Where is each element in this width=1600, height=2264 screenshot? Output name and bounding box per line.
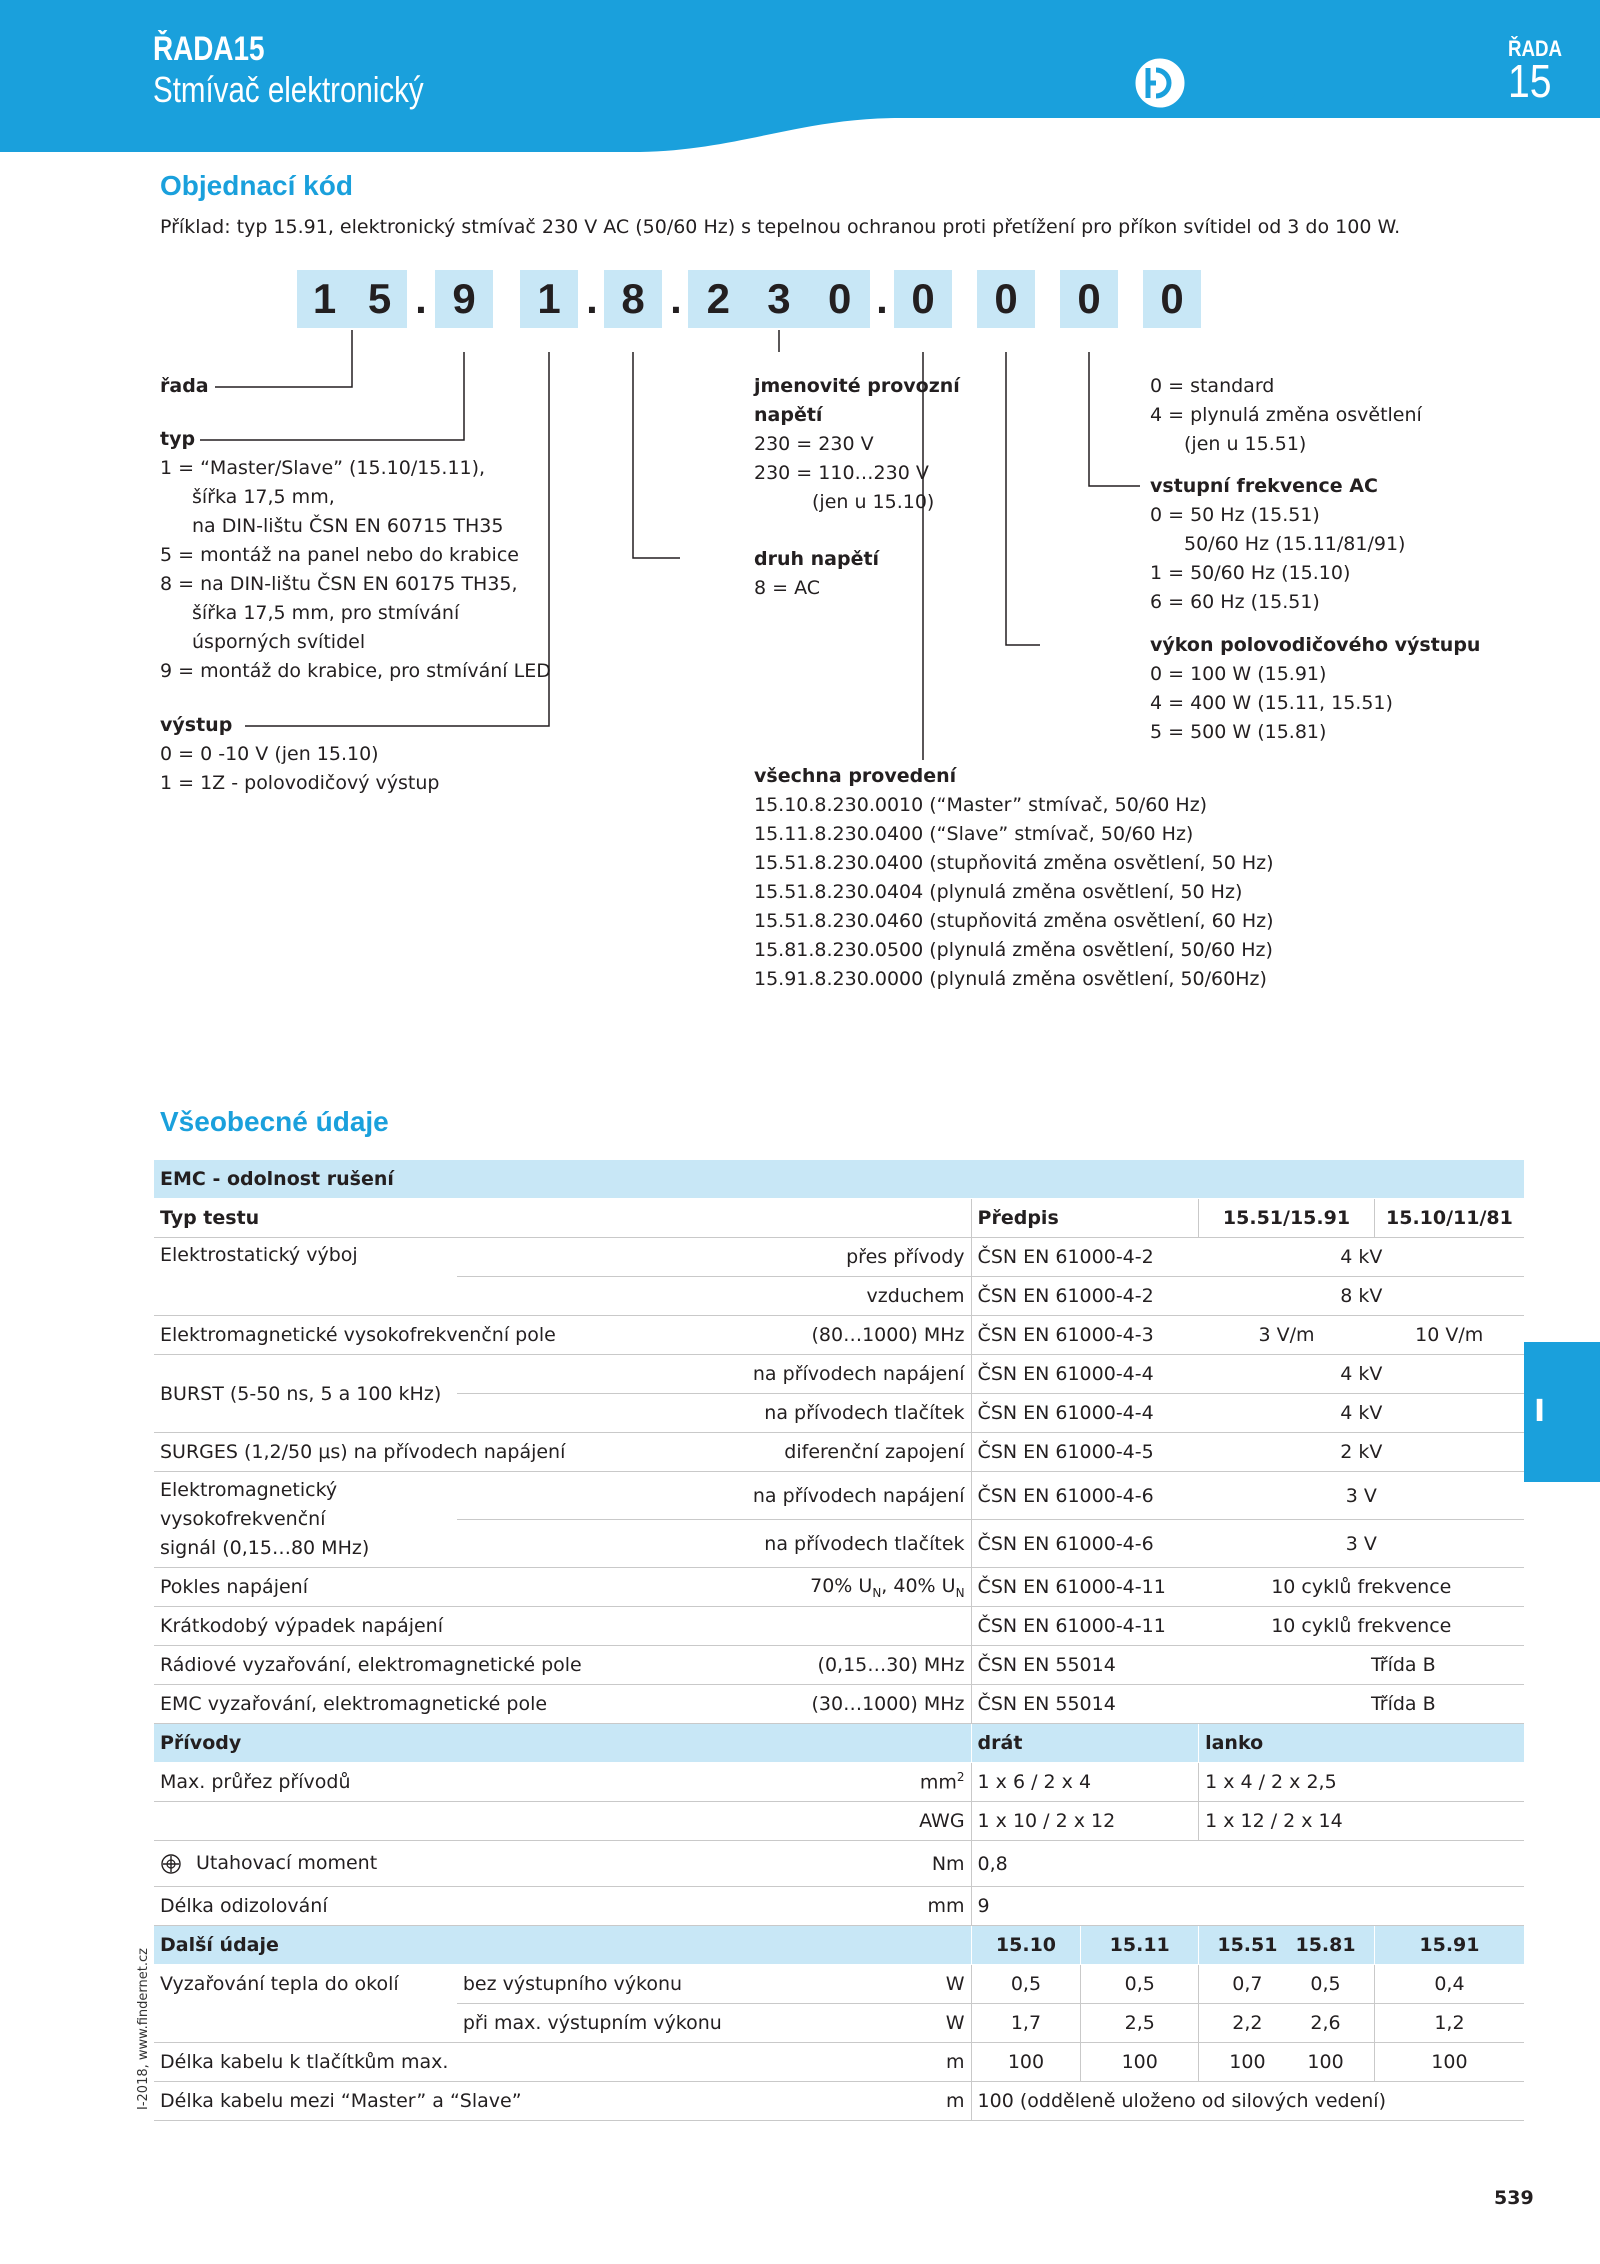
table-row	[154, 1646, 1524, 1685]
label-freq: vstupní frekvence AC	[1150, 475, 1378, 497]
test-standard: ČSN EN 55014	[971, 1646, 1199, 1685]
label-typ: typ	[160, 428, 196, 450]
typ-line: šířka 17,5 mm,	[192, 486, 335, 508]
test-standard: ČSN EN 61000-4-4	[971, 1394, 1199, 1433]
code-separator: .	[670, 275, 682, 322]
test-condition	[728, 1607, 971, 1646]
table-row	[154, 1238, 1524, 1277]
code-digit: 1	[312, 275, 337, 322]
std-line: (jen u 15.51)	[1184, 433, 1307, 455]
test-condition: (80…1000) MHz	[728, 1316, 971, 1355]
code-digit: 9	[452, 275, 476, 322]
dalsi-value: 0,5	[1081, 1965, 1199, 2004]
dalsi-condition: při max. výstupním výkonu	[457, 2004, 728, 2043]
label-vykon: výkon polovodičového výstupu	[1150, 634, 1481, 656]
ordering-code-title: Objednací kód	[160, 170, 353, 201]
privody-name: Max. průřez přívodů	[154, 1763, 728, 1802]
label-vsechna: všechna provedení	[754, 765, 957, 787]
privody-name: Délka odizolování	[154, 1887, 728, 1926]
test-value: Třída B	[1199, 1646, 1524, 1685]
test-standard: ČSN EN 61000-4-6	[971, 1520, 1199, 1568]
test-name-line: Elektromagnetický	[160, 1479, 338, 1501]
typ-line: 8 = na DIN-lištu ČSN EN 60175 TH35,	[160, 573, 518, 595]
typ-line: 5 = montáž na panel nebo do krabice	[160, 544, 519, 566]
dalsi-value: 0,7 0,5	[1199, 1965, 1375, 2004]
test-condition: (0,15…30) MHz	[728, 1646, 971, 1685]
brand-wordmark: finder	[1192, 61, 1315, 110]
col-a: 15.51/15.91	[1199, 1199, 1375, 1238]
emc-section-header	[154, 1160, 1524, 1199]
table-row	[154, 1472, 1524, 1520]
code-digit: 0	[827, 275, 852, 322]
jmen-line: (jen u 15.10)	[812, 491, 935, 513]
code-digit: 5	[367, 275, 392, 322]
test-standard: ČSN EN 55014	[971, 1685, 1199, 1724]
code-digit: 2	[706, 275, 730, 322]
dalsi-value: 1,7	[971, 2004, 1081, 2043]
test-condition: (30…1000) MHz	[728, 1685, 971, 1724]
test-value: 8 kV	[1199, 1277, 1524, 1316]
variant-line: 15.91.8.230.0000 (plynulá změna osvětlení, 50/60Hz)	[754, 968, 1267, 990]
code-box-series	[297, 270, 407, 328]
test-value-a: 3 V/m	[1199, 1316, 1375, 1355]
series-title: ŘADA15	[153, 30, 265, 68]
test-condition: 70% $U_N$, 40% $U_N$	[728, 1568, 971, 1607]
typ-line: na DIN-lištu ČSN EN 60715 TH35	[192, 515, 504, 537]
privody-unit: Nm	[728, 1841, 971, 1887]
variant-line: 15.10.8.230.0010 (“Master” stmívač, 50/60 Hz)	[754, 794, 1208, 816]
std-line: 0 = standard	[1150, 375, 1275, 397]
dalsi-value: 2,5	[1081, 2004, 1199, 2043]
dalsi-value: 2,2 2,6	[1199, 2004, 1375, 2043]
test-condition: vzduchem	[457, 1277, 971, 1316]
dalsi-unit: m	[728, 2043, 971, 2082]
test-standard: ČSN EN 61000-4-11	[971, 1607, 1199, 1646]
variant-line: 15.51.8.230.0400 (stupňovitá změna osvětlení, 50 Hz)	[754, 852, 1274, 874]
variant-line: 15.51.8.230.0460 (stupňovitá změna osvětlení, 60 Hz)	[754, 910, 1274, 932]
test-name: EMC vyzařování, elektromagnetické pole	[154, 1685, 728, 1724]
dalsi-name: Vyzařování tepla do okolí	[154, 1965, 457, 2043]
code-box-type	[435, 270, 493, 328]
code-box-freq-a	[977, 270, 1035, 328]
typ-line: úsporných svítidel	[192, 631, 366, 653]
test-name: BURST (5-50 ns, 5 a 100 kHz)	[154, 1355, 457, 1433]
code-separator: .	[586, 275, 598, 322]
test-value: 2 kV	[1199, 1433, 1524, 1472]
label-rada: řada	[160, 375, 209, 397]
variant-line: 15.81.8.230.0500 (plynulá změna osvětlení, 50/60 Hz)	[754, 939, 1273, 961]
variant-line: 15.11.8.230.0400 (“Slave” stmívač, 50/60 Hz)	[754, 823, 1194, 845]
test-value: 4 kV	[1199, 1355, 1524, 1394]
std-line: 4 = plynulá změna osvětlení	[1150, 404, 1422, 426]
privody-unit: AWG	[728, 1802, 971, 1841]
dalsi-value: 100	[1374, 2043, 1524, 2082]
test-name: Krátkodobý výpadek napájení	[154, 1607, 728, 1646]
code-separator: .	[876, 275, 888, 322]
privody-value-a: 0,8	[971, 1841, 1524, 1887]
series-tab-label: ŘADA	[1508, 36, 1563, 61]
freq-line: 50/60 Hz (15.11/81/91)	[1184, 533, 1406, 555]
dalsi-value: 100 (odděleně uloženo od silových vedení)	[971, 2082, 1524, 2121]
code-digit: 1	[537, 275, 561, 322]
test-name	[154, 1472, 457, 1568]
privody-unit: mm	[728, 1887, 971, 1926]
typ-line: 9 = montáž do krabice, pro stmívání LED	[160, 660, 551, 682]
series-subtitle: Stmívač elektronický	[153, 69, 424, 110]
vykon-line: 4 = 400 W (15.11, 15.51)	[1150, 692, 1393, 714]
test-value: Třída B	[1199, 1685, 1524, 1724]
test-condition: přes přívody	[457, 1238, 971, 1277]
series-tab	[1462, 0, 1600, 114]
general-data-title: Všeobecné údaje	[160, 1106, 389, 1137]
emc-header: EMC - odolnost rušení	[154, 1160, 1524, 1199]
privody-header: Přívody	[154, 1724, 971, 1763]
dalsi-col: 15.51 15.81	[1199, 1926, 1375, 1965]
page-number: 539	[1494, 2187, 1534, 2209]
test-standard: ČSN EN 61000-4-2	[971, 1277, 1199, 1316]
privody-value-a: 1 x 6 / 2 x 4	[971, 1763, 1199, 1802]
code-digit: 0	[994, 275, 1018, 322]
label-druh: druh napětí	[754, 548, 880, 570]
code-box-output	[520, 270, 578, 328]
test-name: Elektromagnetické vysokofrekvenční pole	[154, 1316, 728, 1355]
code-box-option	[1143, 270, 1201, 328]
privody-col-b: lanko	[1199, 1724, 1524, 1763]
vystup-line: 0 = 0 -10 V (jen 15.10)	[160, 743, 379, 765]
footer-vertical-text: I-2018, www.findernet.cz	[136, 1948, 151, 2110]
freq-line: 1 = 50/60 Hz (15.10)	[1150, 562, 1351, 584]
col-test: Typ testu	[154, 1199, 971, 1238]
finder-logo	[1130, 50, 1370, 116]
code-digit: 0	[1077, 275, 1101, 322]
freq-line: 0 = 50 Hz (15.51)	[1150, 504, 1320, 526]
code-digit: 3	[767, 275, 791, 322]
dalsi-unit: m	[728, 2082, 971, 2121]
test-value: 10 cyklů frekvence	[1199, 1568, 1524, 1607]
privody-value-a: 1 x 10 / 2 x 12	[971, 1802, 1199, 1841]
table-row	[154, 1568, 1524, 1607]
screwdriver-icon	[160, 1853, 182, 1875]
test-name-line: signál (0,15…80 MHz)	[160, 1537, 370, 1559]
code-box-power	[894, 270, 952, 328]
dalsi-section-header	[154, 1926, 1524, 1965]
test-value: 4 kV	[1199, 1238, 1524, 1277]
col-b: 15.10/11/81	[1374, 1199, 1524, 1238]
privody-unit: $mm^2$	[728, 1763, 971, 1802]
dalsi-name: Délka kabelu k tlačítkům max.	[154, 2043, 728, 2082]
table-row	[154, 1841, 1524, 1887]
table-row	[154, 1607, 1524, 1646]
table-row	[154, 1887, 1524, 1926]
privody-col-a: drát	[971, 1724, 1199, 1763]
test-name: Pokles napájení	[154, 1568, 728, 1607]
label-jmenovite: jmenovité provozní	[754, 375, 960, 397]
test-standard: ČSN EN 61000-4-3	[971, 1316, 1199, 1355]
test-condition: na přívodech napájení	[457, 1472, 971, 1520]
typ-line: šířka 17,5 mm, pro stmívání	[192, 602, 460, 624]
dalsi-value: 100 100	[1199, 2043, 1375, 2082]
test-name: Elektrostatický výboj	[154, 1238, 457, 1316]
test-value: 3 V	[1199, 1472, 1524, 1520]
dalsi-unit: W	[728, 1965, 971, 2004]
vykon-line: 5 = 500 W (15.81)	[1150, 721, 1327, 743]
test-name: Rádiové vyzařování, elektromagnetické pole	[154, 1646, 728, 1685]
typ-line: 1 = “Master/Slave” (15.10/15.11),	[160, 457, 486, 479]
table-row	[154, 1685, 1524, 1724]
general-data-table	[154, 1160, 1524, 2121]
table-row	[154, 2043, 1524, 2082]
privody-value-a: 9	[971, 1887, 1524, 1926]
test-standard: ČSN EN 61000-4-5	[971, 1433, 1199, 1472]
table-row	[154, 1355, 1524, 1394]
table-row	[154, 2082, 1524, 2121]
vykon-line: 0 = 100 W (15.91)	[1150, 663, 1327, 685]
test-condition: diferenční zapojení	[728, 1433, 971, 1472]
label-napeti: napětí	[754, 404, 823, 426]
dalsi-col: 15.11	[1081, 1926, 1199, 1965]
dalsi-value: 100	[1081, 2043, 1199, 2082]
table-row	[154, 1433, 1524, 1472]
freq-line: 6 = 60 Hz (15.51)	[1150, 591, 1320, 613]
table-row	[154, 1763, 1524, 1802]
code-digit: 0	[911, 275, 935, 322]
privody-value-b: 1 x 12 / 2 x 14	[1199, 1802, 1524, 1841]
test-condition: na přívodech tlačítek	[457, 1394, 971, 1433]
code-box-freq-b	[1060, 270, 1118, 328]
emc-column-header	[154, 1199, 1524, 1238]
test-standard: ČSN EN 61000-4-4	[971, 1355, 1199, 1394]
dalsi-header: Další údaje	[154, 1926, 971, 1965]
variant-line: 15.51.8.230.0404 (plynulá změna osvětlení, 50 Hz)	[754, 881, 1243, 903]
dalsi-col: 15.91	[1374, 1926, 1524, 1965]
dalsi-col: 15.10	[971, 1926, 1081, 1965]
test-condition: na přívodech tlačítek	[457, 1520, 971, 1568]
ordering-example: Příklad: typ 15.91, elektronický stmívač 230 V AC (50/60 Hz) s tepelnou ochranou proti přetížení pro příkon svítidel od 3 do 100 W.	[160, 216, 1401, 238]
code-separator: .	[415, 275, 427, 322]
test-standard: ČSN EN 61000-4-11	[971, 1568, 1199, 1607]
test-value: 3 V	[1199, 1520, 1524, 1568]
section-side-tab: I	[1524, 1342, 1600, 1482]
table-row	[154, 1316, 1524, 1355]
code-digit: 0	[1160, 275, 1184, 322]
code-digit: 8	[621, 275, 645, 322]
test-standard: ČSN EN 61000-4-2	[971, 1238, 1199, 1277]
col-standard: Předpis	[971, 1199, 1199, 1238]
test-standard: ČSN EN 61000-4-6	[971, 1472, 1199, 1520]
dalsi-name: Délka kabelu mezi “Master” a “Slave”	[154, 2082, 728, 2121]
test-value: 10 cyklů frekvence	[1199, 1607, 1524, 1646]
privody-name	[154, 1802, 728, 1841]
code-box-voltage-type	[604, 270, 662, 328]
test-value-b: 10 V/m	[1374, 1316, 1524, 1355]
test-name: SURGES (1,2/50 μs) na přívodech napájení	[154, 1433, 728, 1472]
code-box-voltage	[688, 270, 870, 328]
jmen-line: 230 = 110…230 V	[754, 462, 929, 484]
dalsi-condition: bez výstupního výkonu	[457, 1965, 728, 2004]
dalsi-value: 0,4	[1374, 1965, 1524, 2004]
dalsi-value: 100	[971, 2043, 1081, 2082]
dalsi-unit: W	[728, 2004, 971, 2043]
test-value: 4 kV	[1199, 1394, 1524, 1433]
privody-name: Utahovací moment	[154, 1841, 728, 1887]
label-vystup: výstup	[160, 714, 233, 736]
druh-line: 8 = AC	[754, 577, 821, 599]
vystup-line: 1 = 1Z - polovodičový výstup	[160, 772, 440, 794]
privody-section-header	[154, 1724, 1524, 1763]
dalsi-value: 0,5	[971, 1965, 1081, 2004]
dalsi-value: 1,2	[1374, 2004, 1524, 2043]
series-tab-number: 15	[1508, 55, 1552, 107]
privody-value-b: 1 x 4 / 2 x 2,5	[1199, 1763, 1524, 1802]
table-row	[154, 1965, 1524, 2004]
test-name-line: vysokofrekvenční	[160, 1508, 326, 1530]
jmen-line: 230 = 230 V	[754, 433, 874, 455]
test-condition: na přívodech napájení	[457, 1355, 971, 1394]
table-row	[154, 1802, 1524, 1841]
